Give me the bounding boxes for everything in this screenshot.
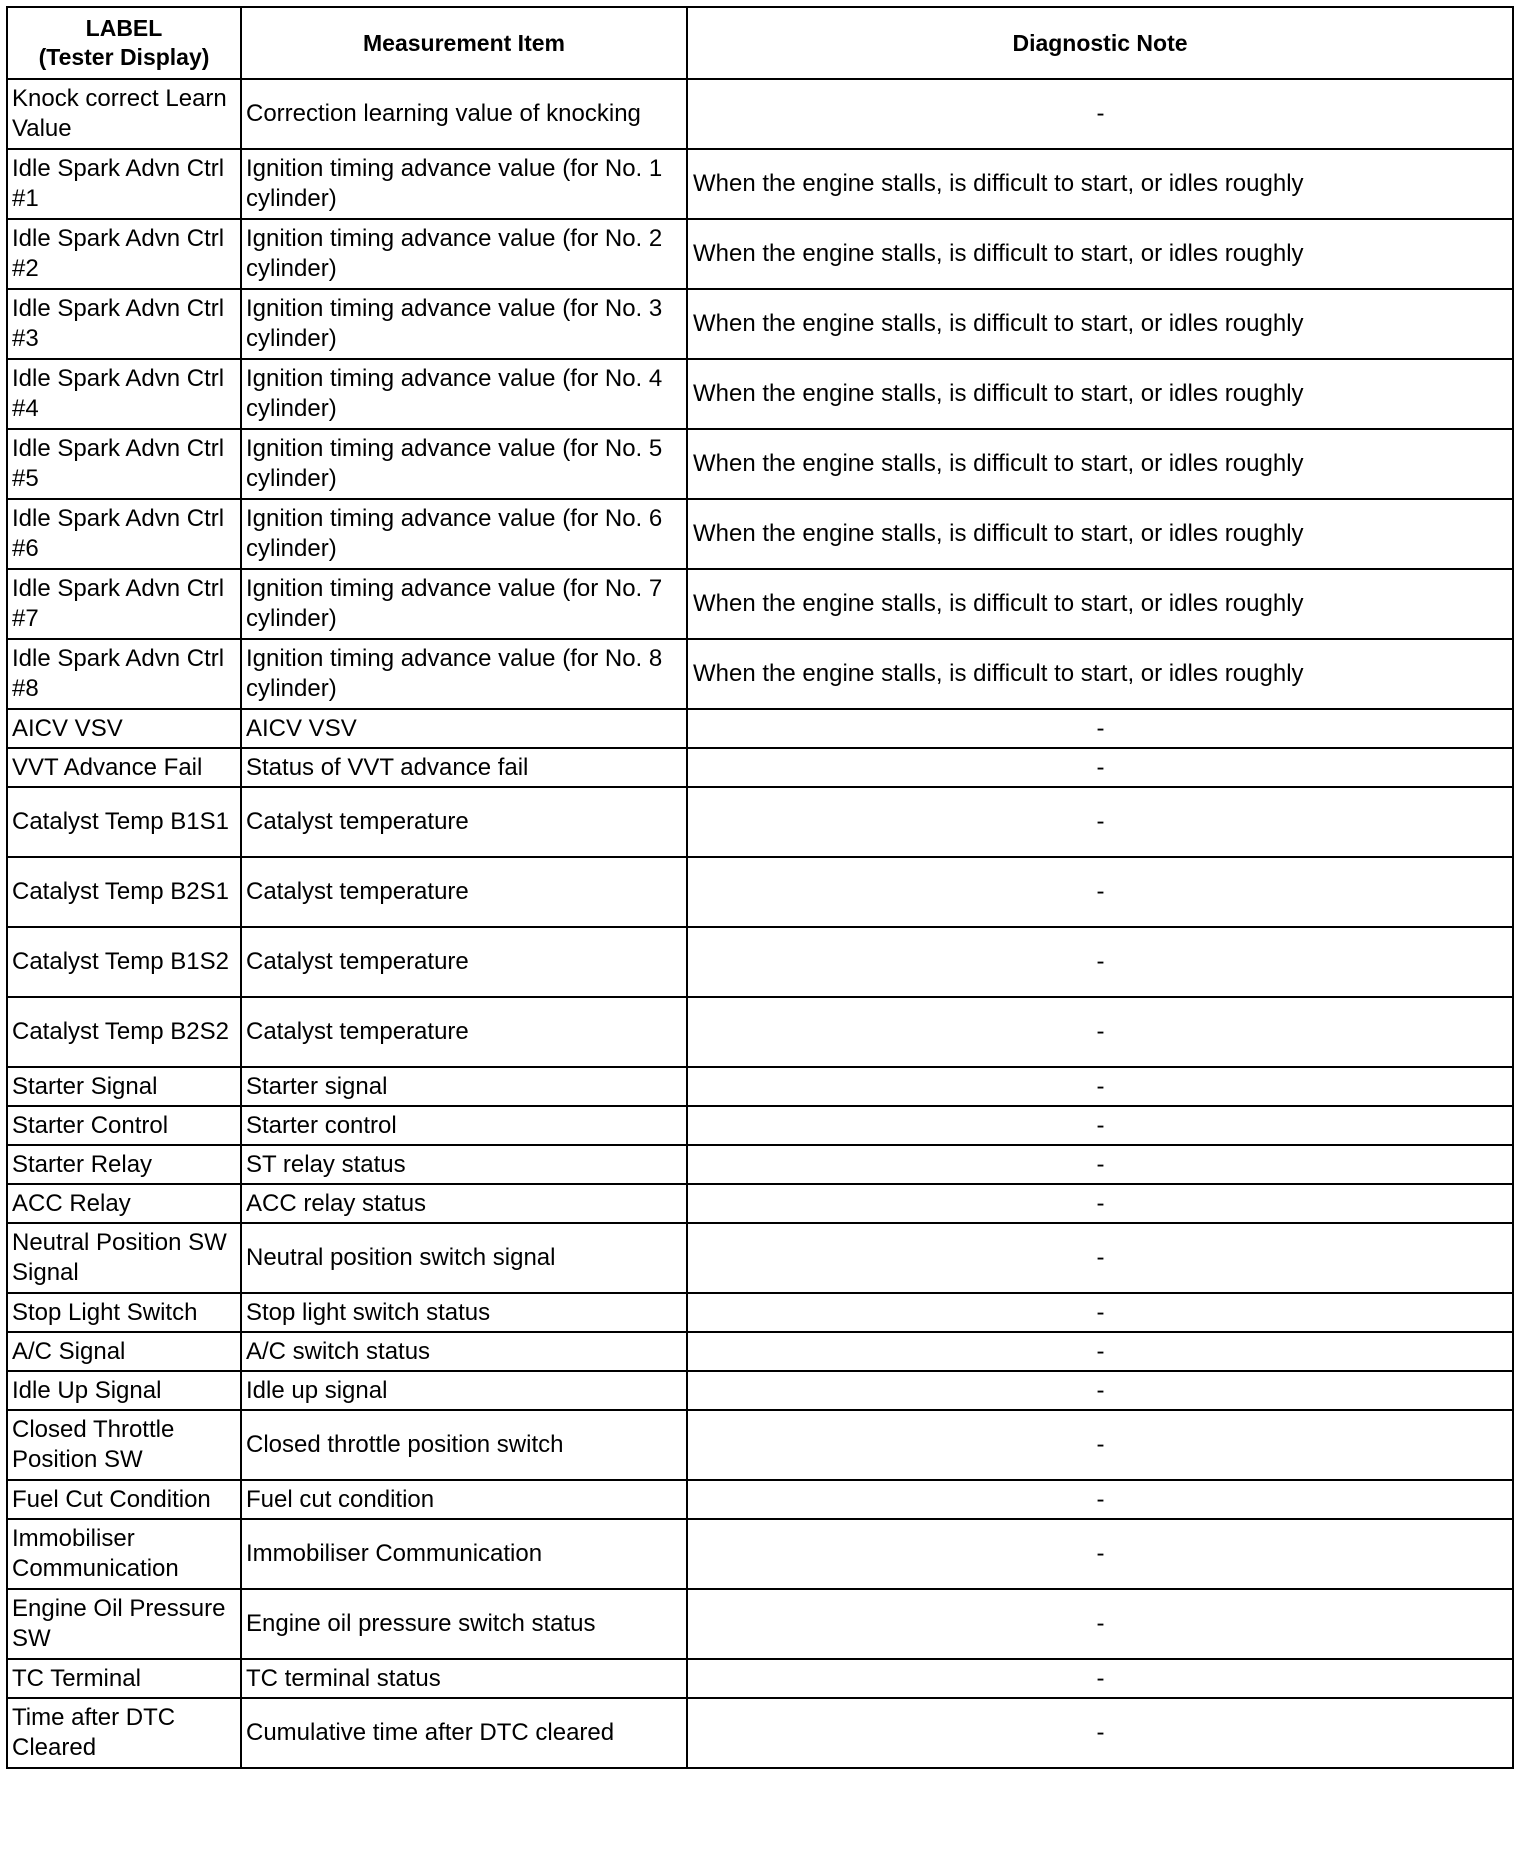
row-label-cell: Idle Spark Advn Ctrl #1 [7,149,241,219]
row-note-cell: - [687,748,1513,787]
table-row [7,1371,1513,1410]
row-note-cell: - [687,1410,1513,1480]
row-label-cell: A/C Signal [7,1332,241,1371]
row-note-cell: - [687,1659,1513,1698]
row-note-cell: - [687,927,1513,997]
row-label-cell: Idle Spark Advn Ctrl #6 [7,499,241,569]
row-measurement-cell: ACC relay status [241,1184,687,1223]
row-measurement-cell: A/C switch status [241,1332,687,1371]
row-note-cell: - [687,1332,1513,1371]
row-measurement-cell: Ignition timing advance value (for No. 7 cylinder) [241,569,687,639]
row-measurement-cell: Catalyst temperature [241,857,687,927]
row-note-cell: - [687,1106,1513,1145]
table-row [7,997,1513,1067]
header-diagnostic-note: Diagnostic Note [687,7,1513,79]
table-row [7,499,1513,569]
table-row [7,1698,1513,1768]
header-label [7,7,241,79]
row-label-cell: Stop Light Switch [7,1293,241,1332]
row-note-cell: When the engine stalls, is difficult to start, or idles roughly [687,569,1513,639]
table-row [7,219,1513,289]
row-measurement-cell: Ignition timing advance value (for No. 1 cylinder) [241,149,687,219]
row-note-cell: - [687,1519,1513,1589]
row-label-cell: Fuel Cut Condition [7,1480,241,1519]
header-label-line2: (Tester Display) [38,44,210,70]
row-measurement-cell: Fuel cut condition [241,1480,687,1519]
row-note-cell: - [687,857,1513,927]
table-row [7,639,1513,709]
row-note-cell: When the engine stalls, is difficult to start, or idles roughly [687,499,1513,569]
row-measurement-cell: Starter signal [241,1067,687,1106]
row-measurement-cell: Status of VVT advance fail [241,748,687,787]
row-note-cell: - [687,1589,1513,1659]
table-row [7,1589,1513,1659]
row-note-cell: - [687,1698,1513,1768]
row-label-cell: Catalyst Temp B1S1 [7,787,241,857]
row-note-cell: When the engine stalls, is difficult to start, or idles roughly [687,359,1513,429]
row-label-cell: Starter Signal [7,1067,241,1106]
table-row [7,1410,1513,1480]
row-label-cell: Idle Spark Advn Ctrl #8 [7,639,241,709]
row-label-cell: TC Terminal [7,1659,241,1698]
row-label-cell: ACC Relay [7,1184,241,1223]
row-note-cell: When the engine stalls, is difficult to start, or idles roughly [687,219,1513,289]
row-measurement-cell: AICV VSV [241,709,687,748]
row-label-cell: Idle Spark Advn Ctrl #4 [7,359,241,429]
row-label-cell: Neutral Position SW Signal [7,1223,241,1293]
row-measurement-cell: Catalyst temperature [241,787,687,857]
row-label-cell: Closed Throttle Position SW [7,1410,241,1480]
row-label-cell: Idle Spark Advn Ctrl #3 [7,289,241,359]
table-row [7,1067,1513,1106]
table-row [7,1293,1513,1332]
table-row [7,857,1513,927]
row-note-cell: - [687,79,1513,149]
row-note-cell: - [687,709,1513,748]
row-note-cell: When the engine stalls, is difficult to start, or idles roughly [687,429,1513,499]
row-label-cell: AICV VSV [7,709,241,748]
row-label-cell: Catalyst Temp B2S1 [7,857,241,927]
row-note-cell: - [687,1223,1513,1293]
table-row [7,1145,1513,1184]
row-note-cell: When the engine stalls, is difficult to start, or idles roughly [687,149,1513,219]
table-row [7,1106,1513,1145]
table-row [7,149,1513,219]
table-row [7,1519,1513,1589]
table-row [7,79,1513,149]
row-label-cell: Knock correct Learn Value [7,79,241,149]
data-list-table [6,6,1514,1769]
row-measurement-cell: ST relay status [241,1145,687,1184]
row-measurement-cell: Correction learning value of knocking [241,79,687,149]
row-note-cell: When the engine stalls, is difficult to start, or idles roughly [687,639,1513,709]
row-label-cell: Immobiliser Communication [7,1519,241,1589]
row-note-cell: When the engine stalls, is difficult to start, or idles roughly [687,289,1513,359]
row-measurement-cell: Catalyst temperature [241,927,687,997]
row-measurement-cell: Cumulative time after DTC cleared [241,1698,687,1768]
row-measurement-cell: Ignition timing advance value (for No. 5 cylinder) [241,429,687,499]
row-label-cell: Idle Up Signal [7,1371,241,1410]
row-label-cell: Idle Spark Advn Ctrl #7 [7,569,241,639]
row-measurement-cell: Ignition timing advance value (for No. 2 cylinder) [241,219,687,289]
table-row [7,569,1513,639]
table-row [7,1184,1513,1223]
row-note-cell: - [687,1067,1513,1106]
row-label-cell: Starter Relay [7,1145,241,1184]
row-label-cell: Starter Control [7,1106,241,1145]
row-measurement-cell: Closed throttle position switch [241,1410,687,1480]
table-row [7,1223,1513,1293]
table-row [7,787,1513,857]
row-measurement-cell: Immobiliser Communication [241,1519,687,1589]
row-note-cell: - [687,1184,1513,1223]
row-measurement-cell: Idle up signal [241,1371,687,1410]
row-measurement-cell: Ignition timing advance value (for No. 4 cylinder) [241,359,687,429]
row-note-cell: - [687,1371,1513,1410]
table-header-row [7,7,1513,79]
row-measurement-cell: Ignition timing advance value (for No. 3 cylinder) [241,289,687,359]
row-note-cell: - [687,997,1513,1067]
row-measurement-cell: Starter control [241,1106,687,1145]
row-note-cell: - [687,1293,1513,1332]
row-measurement-cell: TC terminal status [241,1659,687,1698]
table-row [7,1332,1513,1371]
row-measurement-cell: Catalyst temperature [241,997,687,1067]
row-label-cell: Idle Spark Advn Ctrl #2 [7,219,241,289]
table-row [7,1480,1513,1519]
row-measurement-cell: Ignition timing advance value (for No. 6 cylinder) [241,499,687,569]
table-row [7,359,1513,429]
row-label-cell: Idle Spark Advn Ctrl #5 [7,429,241,499]
table-row [7,927,1513,997]
row-label-cell: VVT Advance Fail [7,748,241,787]
row-label-cell: Time after DTC Cleared [7,1698,241,1768]
row-measurement-cell: Stop light switch status [241,1293,687,1332]
row-measurement-cell: Neutral position switch signal [241,1223,687,1293]
table-row [7,1659,1513,1698]
row-measurement-cell: Engine oil pressure switch status [241,1589,687,1659]
row-label-cell: Catalyst Temp B1S2 [7,927,241,997]
row-label-cell: Catalyst Temp B2S2 [7,997,241,1067]
row-note-cell: - [687,1145,1513,1184]
row-note-cell: - [687,1480,1513,1519]
row-label-cell: Engine Oil Pressure SW [7,1589,241,1659]
table-row [7,748,1513,787]
header-measurement-item: Measurement Item [241,7,687,79]
table-row [7,429,1513,499]
table-row [7,709,1513,748]
table-row [7,289,1513,359]
row-note-cell: - [687,787,1513,857]
header-label-line1: LABEL [85,15,163,41]
table-body [7,79,1513,1768]
row-measurement-cell: Ignition timing advance value (for No. 8 cylinder) [241,639,687,709]
